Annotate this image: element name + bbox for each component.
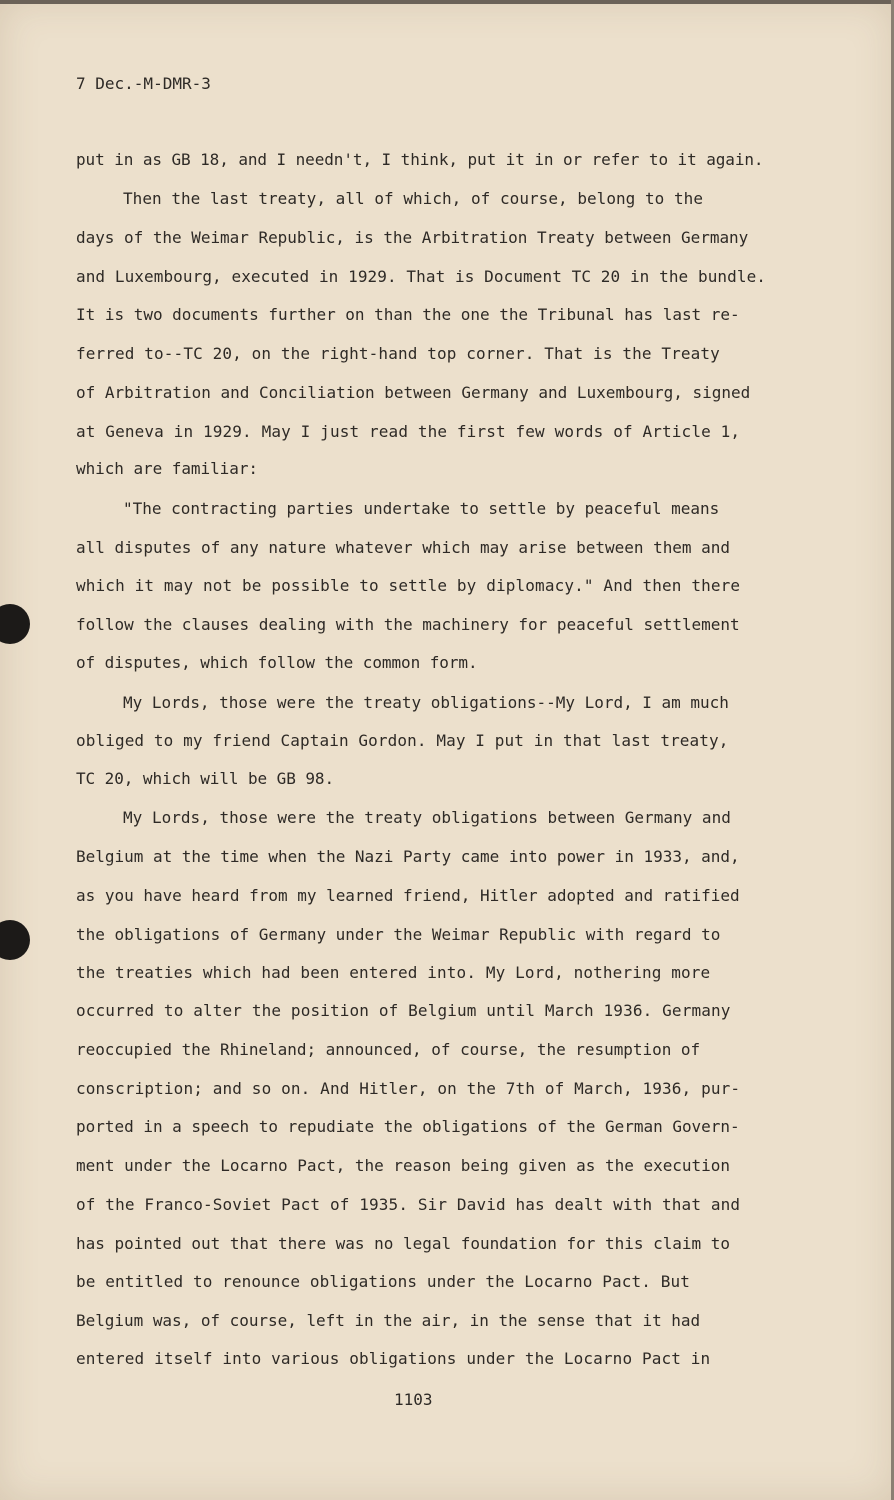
text-line: obliged to my friend Captain Gordon. May I put in that last treaty, — [76, 731, 729, 750]
text-line: Then the last treaty, all of which, of course, belong to the — [123, 189, 704, 208]
text-line: ment under the Locarno Pact, the reason being given as the execution — [76, 1156, 731, 1175]
text-line: follow the clauses dealing with the machinery for peaceful settlement — [76, 615, 740, 634]
text-line: at Geneva in 1929. May I just read the first few words of Article 1, — [76, 422, 741, 441]
text-line: of the Franco-Soviet Pact of 1935. Sir David has dealt with that and — [76, 1195, 741, 1214]
text-line: days of the Weimar Republic, is the Arbitration Treaty between Germany — [76, 228, 749, 247]
text-line: be entitled to renounce obligations under the Locarno Pact. But — [76, 1272, 690, 1291]
text-line: has pointed out that there was no legal foundation for this claim to — [76, 1234, 731, 1253]
text-line: which are familiar: — [76, 459, 258, 478]
text-line: put in as GB 18, and I needn't, I think, put it in or refer to it again. — [76, 150, 764, 169]
quote-line: which it may not be possible to settle by diplomacy." And then there — [76, 576, 741, 595]
text-line: ported in a speech to repudiate the obligations of the German Govern- — [76, 1117, 740, 1136]
quote-line: all disputes of any nature whatever which may arise between them and — [76, 538, 731, 557]
text-line: the obligations of Germany under the Weimar Republic with regard to — [76, 925, 721, 944]
text-line: and Luxembourg, executed in 1929. That is Document TC 20 in the bundle. — [76, 267, 767, 286]
text-line: ferred to--TC 20, on the right-hand top corner. That is the Treaty — [76, 344, 720, 363]
text-line: as you have heard from my learned friend, Hitler adopted and ratified — [76, 886, 740, 905]
text-line: My Lords, those were the treaty obligations--My Lord, I am much — [123, 693, 729, 712]
text-line: reoccupied the Rhineland; announced, of course, the resumption of — [76, 1040, 701, 1059]
text-line: occurred to alter the position of Belgium until March 1936. Germany — [76, 1001, 731, 1020]
page-number: 1103 — [394, 1390, 433, 1409]
text-line: Belgium at the time when the Nazi Party came into power in 1933, and, — [76, 847, 740, 866]
text-line: entered itself into various obligations under the Locarno Pact in — [76, 1349, 711, 1368]
document-id: 7 Dec.-M-DMR-3 — [76, 74, 211, 93]
text-line: Belgium was, of course, left in the air, in the sense that it had — [76, 1311, 701, 1330]
text-line: of Arbitration and Conciliation between Germany and Luxembourg, signed — [76, 383, 751, 402]
text-line: My Lords, those were the treaty obligations between Germany and — [123, 808, 731, 827]
text-line: It is two documents further on than the one the Tribunal has last re- — [76, 305, 740, 324]
text-line: conscription; and so on. And Hitler, on the 7th of March, 1936, pur- — [76, 1079, 741, 1098]
text-line: the treaties which had been entered into. My Lord, nothering more — [76, 963, 711, 982]
text-line: of disputes, which follow the common form. — [76, 653, 478, 672]
text-line: TC 20, which will be GB 98. — [76, 769, 335, 788]
quote-line: "The contracting parties undertake to settle by peaceful means — [123, 499, 720, 518]
